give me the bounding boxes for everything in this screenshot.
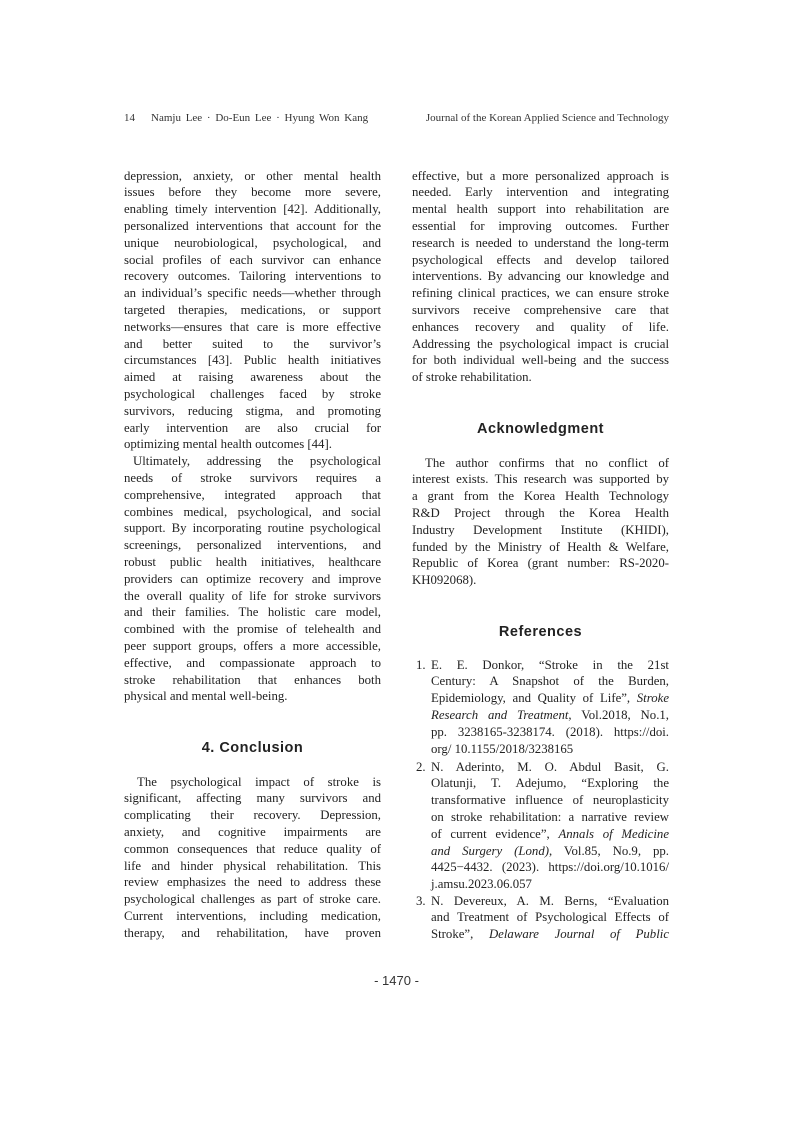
text-line: org/ 10.1155/2018/3238165 (431, 741, 574, 756)
text-line: survivors receive comprehensive care that (412, 302, 669, 317)
text-line: common consequences that reduce quality of (124, 841, 381, 856)
text-line: aimed at raising awareness about the (124, 370, 381, 385)
text-line: R&D Project through the Korea Health (412, 505, 669, 520)
text-line: comprehensive, integrated approach that (124, 487, 381, 502)
text-line: transformative influence of neuroplasticity (431, 793, 669, 808)
text-line: complicating their recovery. Depression, (124, 808, 381, 823)
text-line: social profiles of each survivor can enhance (124, 252, 381, 267)
text-line: survivors, reducing stigma, and promoting (124, 403, 381, 418)
text-line: 4425−4432. (2023). https://doi.org/10.1016/ (431, 860, 669, 875)
conclusion-paragraph-part-1 (124, 774, 381, 942)
text-line: refining clinical practices, we can ensure stroke (412, 286, 669, 301)
text-line: psychological challenges as part of stroke care. (124, 892, 381, 907)
reference-text (431, 657, 669, 758)
text-line: anxiety, and cognitive impairments are (124, 824, 381, 839)
text-line: recovery outcomes. Tailoring interventions to (124, 269, 381, 284)
text-line: effective, but a more personalized approach is (412, 168, 669, 183)
text-span: , Vol.85, No.9, pp. (548, 843, 669, 858)
journal-title-italic: Stroke (636, 691, 669, 706)
journal-title-italic: and Surgery (Lond) (431, 843, 549, 858)
reference-number: 2. (416, 759, 426, 774)
section-heading-acknowledgment: Acknowledgment (476, 421, 605, 437)
text-line: the overall quality of life for stroke survivors (124, 588, 381, 603)
reference-text (431, 759, 669, 893)
text-line: N. Devereux, A. M. Berns, “Evaluation (431, 893, 669, 908)
text-line: optimizing mental health outcomes [44]. (124, 437, 332, 452)
reference-item (416, 893, 669, 943)
reference-item (416, 657, 669, 758)
text-line: life and hinder physical rehabilitation. This (124, 858, 381, 873)
journal-title-italic: Delaware Journal of Public (488, 927, 669, 942)
text-line: combines medical, psychological, and social (124, 504, 381, 519)
text-line: psychological effects and develop tailored (412, 252, 669, 267)
text-line: review emphasizes the need to address these (124, 875, 381, 890)
text-line: The psychological impact of stroke is (137, 774, 381, 789)
text-line: psychological challenges faced by stroke (124, 386, 381, 401)
text-line: a grant from the Korea Health Technology (412, 489, 669, 504)
text-line: N. Aderinto, M. O. Abdul Basit, G. (431, 759, 669, 774)
text-line: an individual’s specific needs—whether through (124, 286, 381, 301)
text-line: for both individual well-being and the success (412, 353, 669, 368)
text-line: Century: A Snapshot of the Burden, (431, 674, 669, 689)
text-line: needs of stroke survivors requires a (124, 470, 381, 485)
running-head-authors: Namju Lee · Do-Eun Lee · Hyung Won Kang (151, 112, 369, 124)
text-line: stroke rehabilitation that enhances both (124, 672, 381, 687)
text-line: Addressing the psychological impact is crucial (412, 336, 669, 351)
text-line: Republic of Korea (grant number: RS-2020- (412, 556, 669, 571)
journal-title-italic: Research and Treatment (431, 707, 569, 722)
text-line: essential for improving outcomes. Further (412, 218, 669, 233)
paragraph (124, 168, 381, 454)
text-line: enhances recovery and quality of life. (412, 319, 669, 334)
text-span: Stroke”, (431, 927, 489, 942)
text-line: on stroke rehabilitation: a narrative review (431, 809, 669, 824)
journal-title-italic: Annals of Medicine (558, 826, 670, 841)
text-line (431, 707, 669, 724)
text-line: depression, anxiety, or other mental health (124, 168, 381, 183)
text-line (431, 843, 669, 860)
text-line: personalized interventions that account for the (124, 218, 381, 233)
text-line: and better suited to the survivor’s (124, 336, 381, 351)
text-line: Industry Development Institute (KHIDI), (412, 522, 669, 537)
text-line: pp. 3238165-3238174. (2018). https://doi. (431, 724, 669, 739)
acknowledgment-paragraph (412, 455, 669, 589)
text-span: , Vol.2018, No.1, (568, 707, 669, 722)
text-line: research is needed to understand the long-term (412, 235, 669, 250)
text-line: networks—ensures that care is more effective (124, 319, 381, 334)
text-line: providers can optimize recovery and improve (124, 571, 381, 586)
text-line: KH092068). (412, 573, 477, 588)
text-line: effective, and compassionate approach to (124, 655, 381, 670)
text-span: Epidemiology, and Quality of Life”, (431, 691, 637, 706)
reference-item (416, 759, 669, 893)
text-line: combined with the promise of telehealth and (124, 622, 381, 637)
paragraph (124, 453, 381, 705)
text-line: early intervention are also crucial for (124, 420, 381, 435)
text-line (431, 826, 669, 843)
text-line: peer support groups, offers a more accessible, (124, 638, 381, 653)
text-line (431, 690, 669, 707)
text-line: Olatunji, T. Adejumo, “Exploring the (431, 776, 669, 791)
text-line: interventions. By advancing our knowledge and (412, 269, 669, 284)
conclusion-paragraph-part-2 (412, 168, 669, 386)
section-heading-conclusion: 4. Conclusion (201, 740, 304, 756)
footer-page-label: - 1470 - (374, 973, 419, 988)
text-line: of stroke rehabilitation. (412, 370, 532, 385)
text-line (431, 926, 669, 943)
text-span: of current evidence”, (431, 826, 559, 841)
text-line: robust public health initiatives, healthcare (124, 554, 381, 569)
text-line: funded by the Ministry of Health & Welfare, (412, 539, 669, 554)
text-line: significant, affecting many survivors and (124, 791, 381, 806)
text-line: interest exists. This research was supported by (412, 472, 669, 487)
text-line: needed. Early intervention and integrating (412, 185, 669, 200)
text-line: screenings, personalized interventions, and (124, 538, 381, 553)
text-line: Ultimately, addressing the psychological (133, 454, 381, 469)
running-head-journal: Journal of the Korean Applied Science and Technology (425, 112, 669, 124)
text-line: unique neurobiological, psychological, and (124, 235, 381, 250)
reference-number: 1. (416, 657, 426, 672)
text-line: and their families. The holistic care model, (124, 605, 381, 620)
text-line: physical and mental well-being. (124, 689, 288, 704)
page-number: 14 (124, 112, 135, 124)
text-line: and Treatment of Psychological Effects of (431, 910, 669, 925)
text-line: j.amsu.2023.06.057 (431, 877, 532, 892)
text-line: circumstances [43]. Public health initiatives (124, 353, 381, 368)
section-heading-references: References (498, 624, 583, 640)
text-line: targeted therapies, medications, or support (124, 302, 381, 317)
text-line: Current interventions, including medication, (124, 908, 381, 923)
section-3-continued (124, 168, 381, 706)
reference-text (431, 893, 669, 943)
text-line: mental health support into rehabilitation are (412, 202, 669, 217)
text-line: support. By incorporating routine psychological (124, 521, 381, 536)
text-line: enabling timely intervention [42]. Additionally, (124, 202, 381, 217)
text-line: The author confirms that no conflict of (425, 455, 669, 470)
reference-number: 3. (416, 893, 426, 908)
text-line: therapy, and rehabilitation, have proven (124, 925, 381, 940)
text-line: issues before they become more severe, (124, 185, 381, 200)
text-line: E. E. Donkor, “Stroke in the 21st (431, 657, 669, 672)
